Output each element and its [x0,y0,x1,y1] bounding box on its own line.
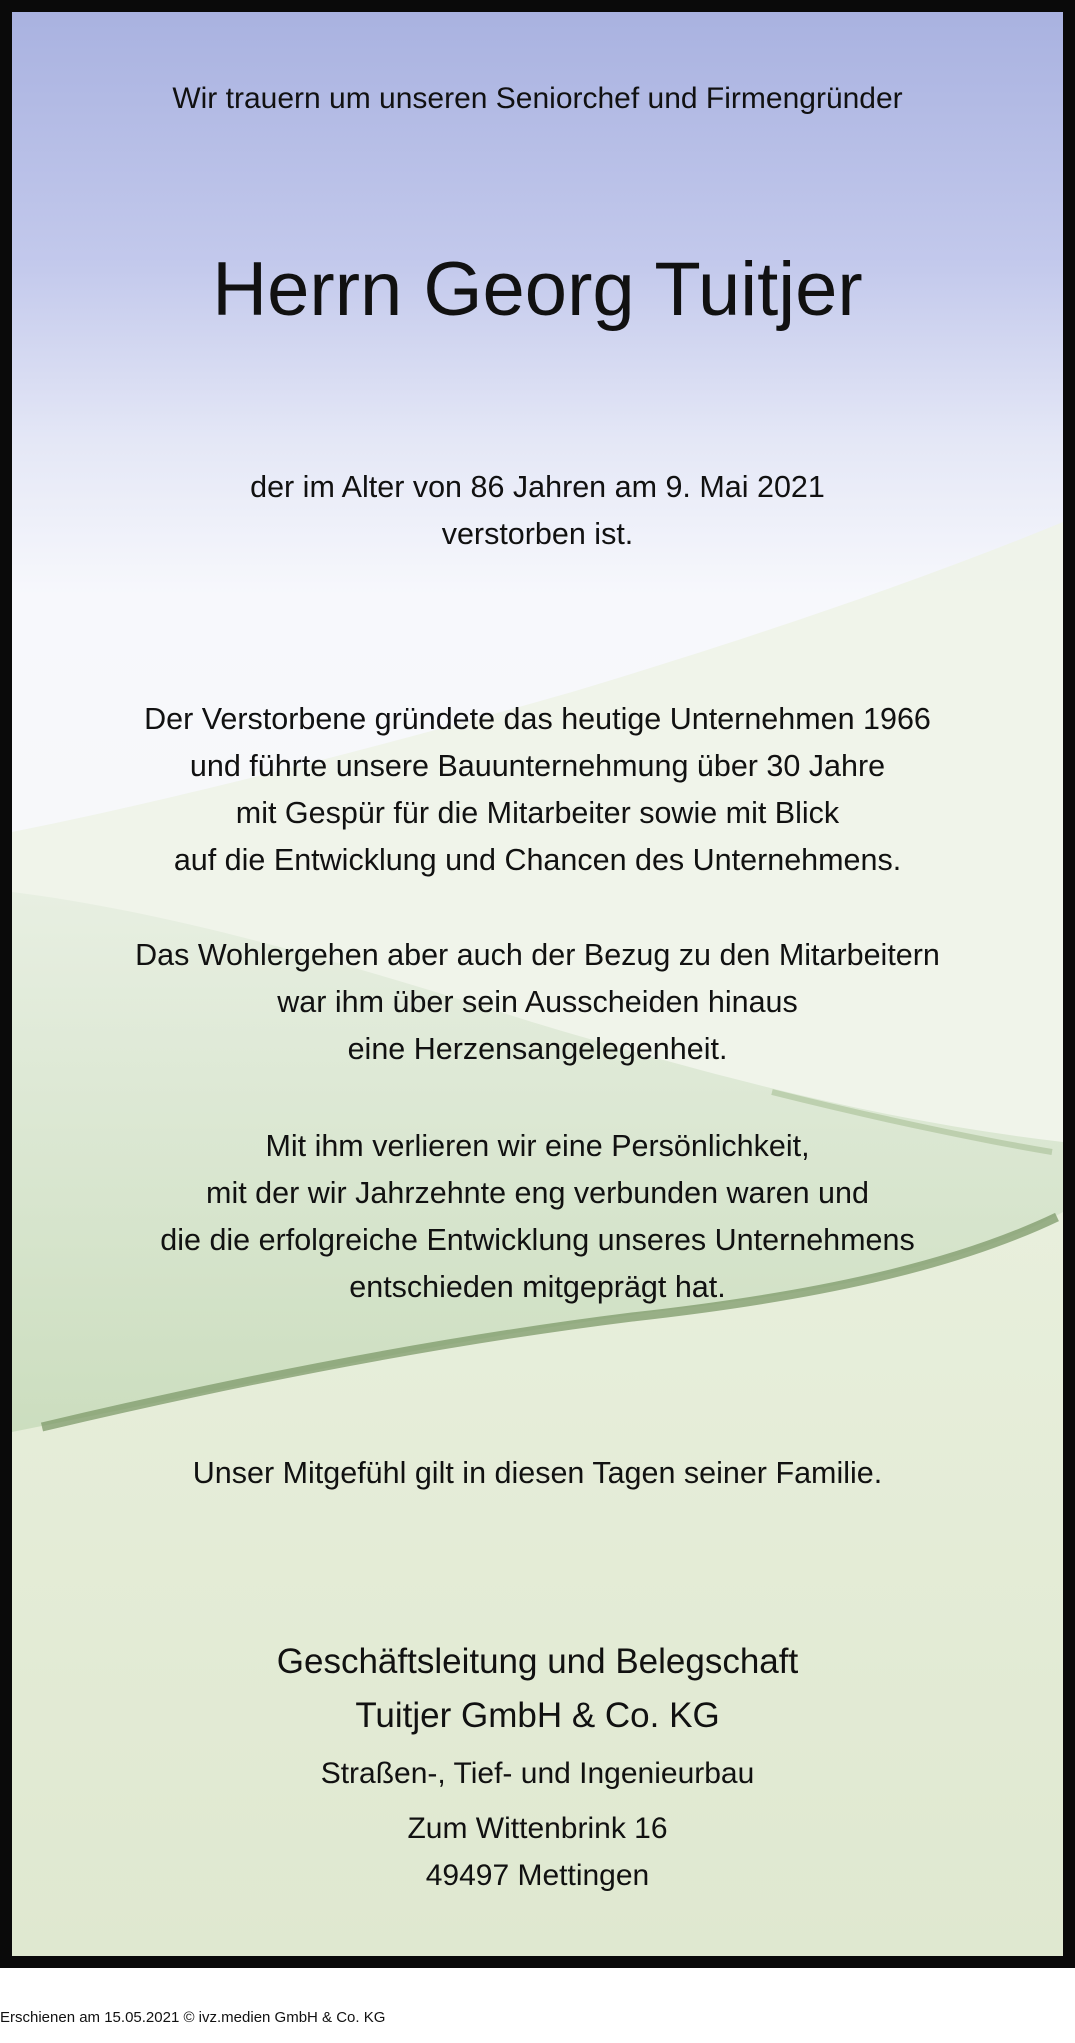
signature-business: Straßen-, Tief- und Ingenieurbau [320,1757,755,1790]
paragraph-3-line: mit der wir Jahrzehnte eng verbunden waren und [206,1176,869,1210]
death-line: der im Alter von 86 Jahren am 9. Mai 2021 [250,470,825,504]
signature-company: Tuitjer GmbH & Co. KG [355,1696,720,1735]
death-line: verstorben ist. [441,517,634,551]
paragraph-2-line: eine Herzensangelegenheit. [347,1032,728,1066]
signature-line-1: Geschäftsleitung und Belegschaft [276,1642,799,1681]
publication-footer: Erschienen am 15.05.2021 © ivz.medien GmbH & Co. KG [0,2009,386,2026]
paragraph-2-line: war ihm über sein Ausscheiden hinaus [277,985,798,1019]
obituary-content [12,12,1063,1956]
paragraph-2-line: Das Wohlergehen aber auch der Bezug zu den Mitarbeitern [135,938,940,972]
paragraph-1-line: und führte unsere Bauunternehmung über 30 Jahre [189,749,886,783]
deceased-name: Herrn Georg Tuitjer [212,247,863,332]
paragraph-3-line: Mit ihm verlieren wir eine Persönlichkeit, [265,1129,810,1163]
signature-street: Zum Wittenbrink 16 [407,1812,668,1845]
paragraph-3-line: entschieden mitgeprägt hat. [349,1270,726,1304]
paragraph-3-line: die die erfolgreiche Entwicklung unseres Unternehmens [160,1223,915,1257]
paragraph-1-line: Der Verstorbene gründete das heutige Unternehmen 1966 [144,702,931,736]
signature-city: 49497 Mettingen [425,1859,650,1892]
paragraph-1-line: auf die Entwicklung und Chancen des Unternehmens. [173,843,902,877]
intro-line: Wir trauern um unseren Seniorchef und Firmengründer [172,82,903,115]
paragraph-1-line: mit Gespür für die Mitarbeiter sowie mit Blick [235,796,840,830]
sympathy-line: Unser Mitgefühl gilt in diesen Tagen seiner Familie. [192,1456,883,1490]
